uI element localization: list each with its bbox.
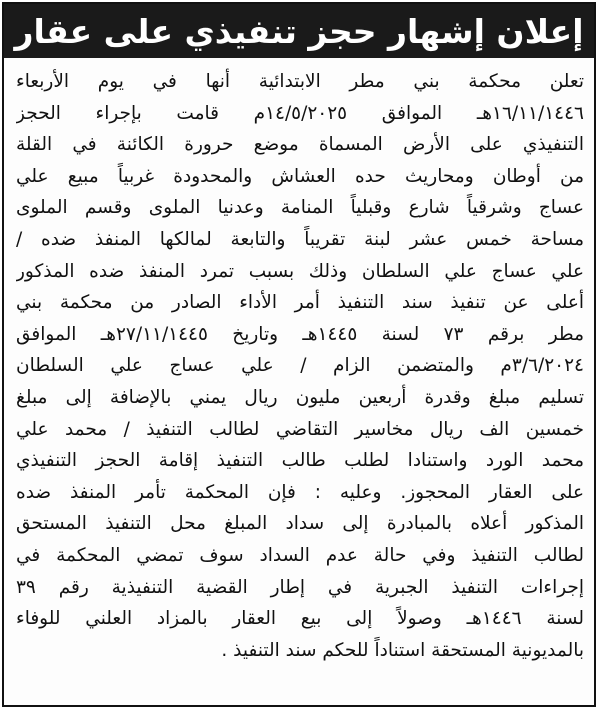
body-line: محمد الورد واستنادا لطلب طالب التنفيذ إقامة الحجز التنفيذي	[16, 450, 584, 472]
body-line: بالمديونية المستحقة استناداً للحكم سند التنفيذ .	[221, 639, 584, 661]
body-line: لسنة ١٤٤٦هـ وصولاً إلى بيع العقار بالمزاد العلني للوفاء	[16, 608, 584, 630]
body-line: التنفيذي على الأرض المسماة موضع حرورة الكائنة في القلة	[16, 134, 584, 156]
notice-title: إعلان إشهار حجز تنفيذي على عقار	[4, 4, 594, 58]
body-line: من أوطان ومحاريث حده العشاش والمحدودة غربياً مبيع علي	[16, 165, 584, 187]
body-line: مساحة خمس عشر لبنة تقريباً والتابعة لمالكها المنفذ ضده /	[16, 228, 584, 250]
body-line: لطالب التنفيذ وفي حالة عدم السداد سوف تمضي المحكمة في	[16, 544, 584, 566]
notice-body	[4, 60, 594, 705]
body-line: على العقار المحجوز. وعليه : فإن المحكمة تأمر المنفذ ضده	[16, 481, 584, 503]
body-line: عساج وشرقياً شارع وقبلياً المنامة وعدنيا الملوى وقسم الملوى	[16, 197, 584, 219]
body-line: أعلى عن تنفيذ سند التنفيذ أمر الأداء الصادر من محكمة بني	[16, 292, 584, 314]
body-line: علي عساج علي السلطان وذلك بسبب تمرد المنفذ ضده المذكور	[16, 260, 584, 282]
body-line: خمسين الف ريال مخاسير التقاضي لطالب التنفيذ / محمد علي	[16, 418, 584, 440]
body-line: ٣/٦/٢٠٢٤م والمتضمن الزام / علي عساج علي السلطان	[16, 355, 584, 377]
body-line: تعلن محكمة بني مطر الابتدائية أنها في يوم الأربعاء	[16, 71, 584, 92]
body-line: المذكور أعلاه بالمبادرة إلى سداد المبلغ محل التنفيذ المستحق	[16, 513, 584, 535]
legal-notice	[2, 2, 596, 707]
body-line: ١٦/١١/١٤٤٦هـ الموافق ١٤/٥/٢٠٢٥م قامت بإجراء الحجز	[16, 102, 584, 124]
body-line: مطر برقم ٧٣ لسنة ١٤٤٥هـ وتاريخ ٢٧/١١/١٤٤٥هـ الموافق	[16, 323, 584, 345]
body-line: إجراءات التنفيذ الجبرية في إطار القضية التنفيذية رقم ٣٩	[16, 576, 584, 598]
body-line: تسليم مبلغ وقدرة أربعين مليون ريال يمني بالإضافة إلى مبلغ	[16, 386, 584, 408]
